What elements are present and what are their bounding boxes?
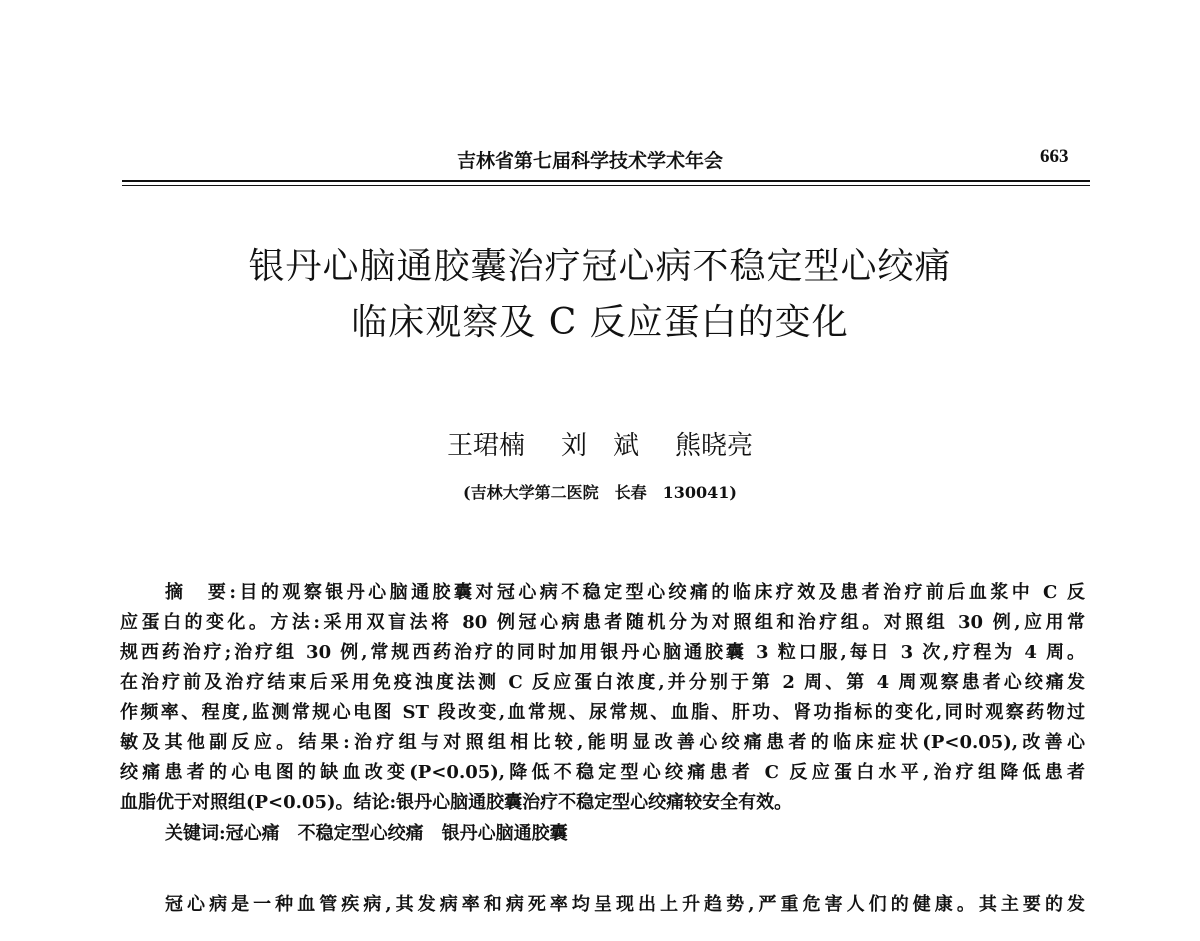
header-rule-thick: [122, 180, 1090, 182]
paper-title-line-2: 临床观察及 C 反应蛋白的变化: [351, 302, 849, 343]
page-number: 663: [1040, 146, 1069, 167]
paper-title-line-1: 银丹心脑通胶囊治疗冠心病不稳定型心绞痛: [248, 246, 952, 287]
abstract-line: 血脂优于对照组(P<0.05)。结论:银丹心脑通胶囊治疗不稳定型心绞痛较安全有效。: [120, 792, 793, 813]
keywords: 关键词:冠心痛 不稳定型心绞痛 银丹心脑通胶囊: [165, 823, 568, 844]
abstract-line: 作频率、程度,监测常规心电图 ST 段改变,血常规、尿常规、血脂、肝功、肾功指标的变化,同时观察药物过: [120, 702, 1085, 723]
running-header: 吉林省第七届科学技术学术年会: [456, 150, 723, 172]
abstract-line: 绞痛患者的心电图的缺血改变(P<0.05),降低不稳定型心绞痛患者 C 反应蛋白水平,治疗组降低患者: [120, 762, 1085, 783]
abstract-line: 规西药治疗;治疗组 30 例,常规西药治疗的同时加用银丹心脑通胶囊 3 粒口服,每日 3 次,疗程为 4 周。: [120, 642, 1085, 663]
abstract-line: 摘 要:目的观察银丹心脑通胶囊对冠心病不稳定型心绞痛的临床疗效及患者治疗前后血浆中 C 反: [165, 582, 1085, 603]
header-rule-thin: [122, 185, 1090, 186]
abstract-line: 敏及其他副反应。结果:治疗组与对照组相比较,能明显改善心绞痛患者的临床症状(P<0.05),改善心: [120, 732, 1085, 753]
abstract-line: 应蛋白的变化。方法:采用双盲法将 80 例冠心病患者随机分为对照组和治疗组。对照组 30 例,应用常: [120, 612, 1085, 633]
body-line: 冠心病是一种血管疾病,其发病率和病死率均呈现出上升趋势,严重危害人们的健康。其主要的发: [165, 894, 1085, 915]
abstract-line: 在治疗前及治疗结束后采用免疫浊度法测 C 反应蛋白浓度,并分别于第 2 周、第 4 周观察患者心绞痛发: [120, 672, 1085, 693]
author: 刘 斌: [560, 431, 639, 461]
authors: [0, 425, 1200, 462]
author: 王珺楠: [446, 431, 525, 461]
author: 熊晓亮: [675, 431, 754, 461]
affiliation: (吉林大学第二医院 长春 130041): [463, 483, 737, 502]
